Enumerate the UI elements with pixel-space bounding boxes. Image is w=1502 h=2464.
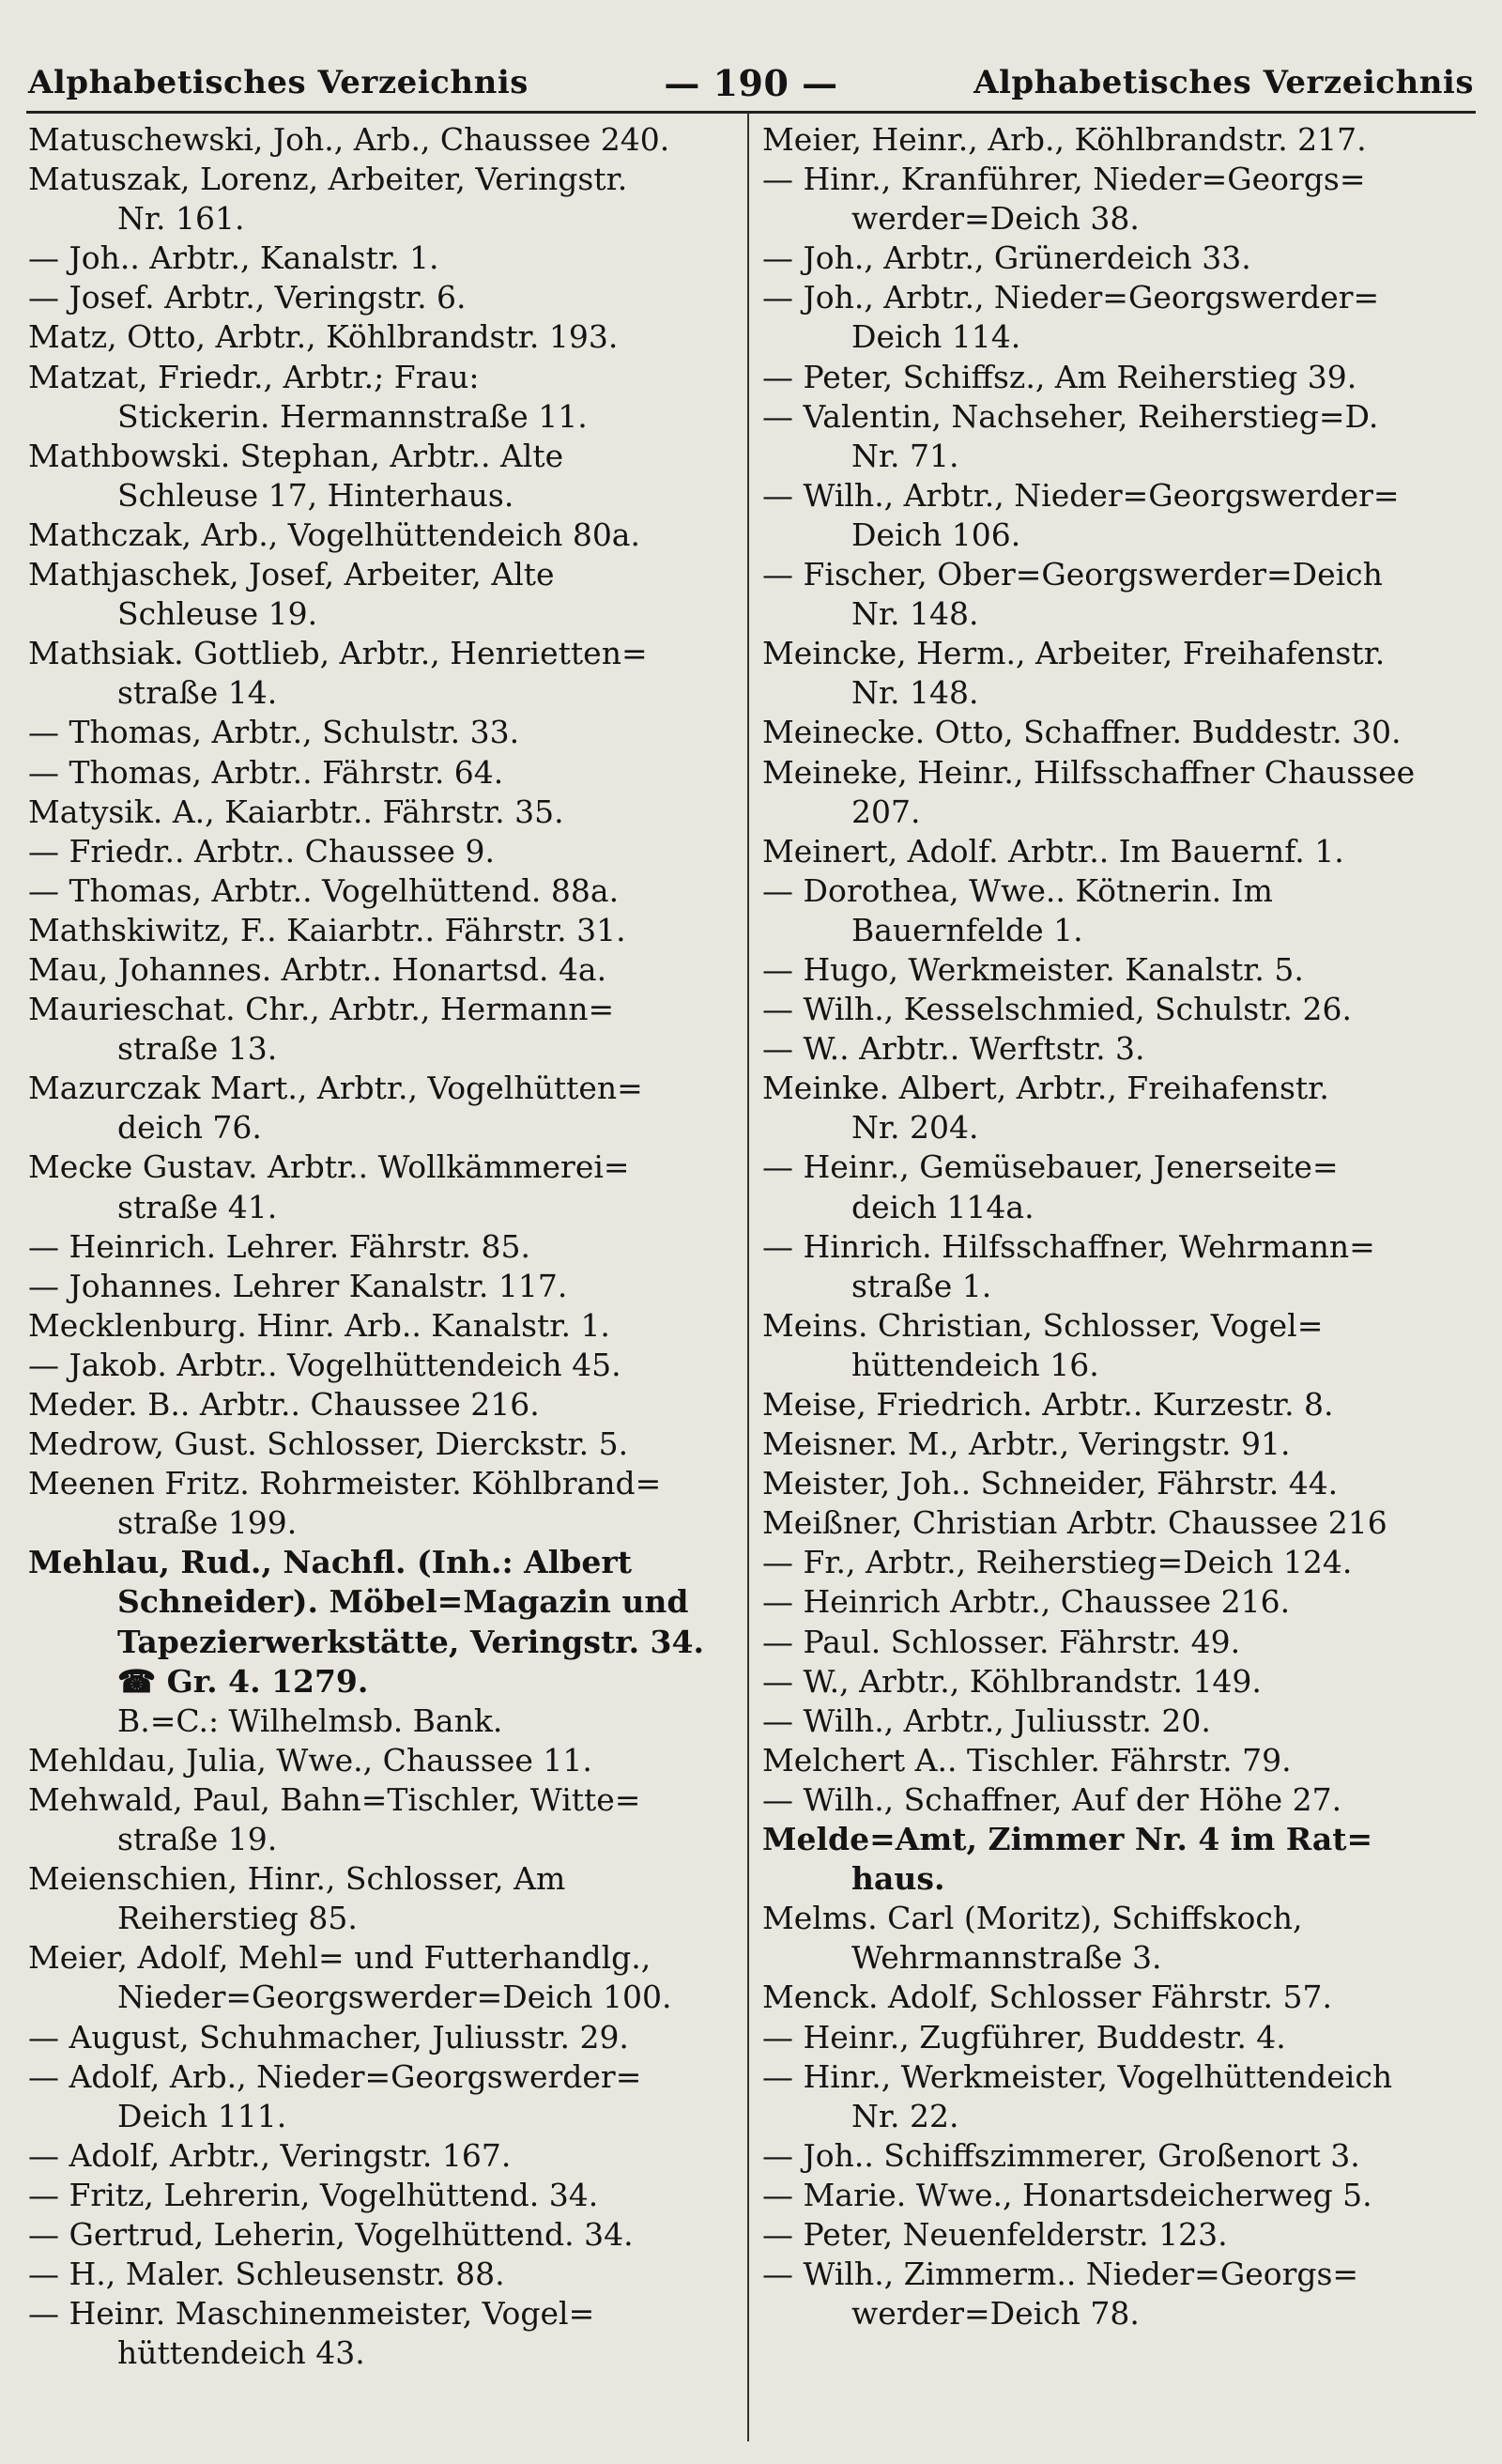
directory-entry — [762, 1662, 1476, 1702]
header-rule — [26, 111, 1476, 114]
directory-entry — [28, 2255, 734, 2294]
directory-entry — [762, 1227, 1476, 1306]
entry-line: Nr. 161. — [117, 200, 245, 238]
entry-line: B.=C.: Wilhelmsb. Bank. — [117, 1702, 503, 1739]
entry-line: — Adolf, Arbtr., Veringstr. 167. — [28, 2136, 512, 2174]
directory-entry — [28, 911, 734, 950]
directory-entry — [28, 2136, 734, 2176]
entry-line: — Paul. Schlosser. Fährstr. 49. — [762, 1623, 1241, 1660]
directory-entry — [762, 278, 1476, 357]
entry-line: — Wilh., Zimmerm.. Nieder=Georgs= — [762, 2256, 1359, 2293]
directory-entry — [28, 1424, 734, 1464]
entry-line: — Joh., Arbtr., Grünerdeich 33. — [762, 239, 1251, 277]
directory-entry — [762, 1623, 1476, 1662]
entry-line: Nr. 148. — [851, 595, 979, 633]
directory-entry — [28, 1543, 734, 1701]
directory-entry — [28, 1741, 734, 1780]
entry-line: Melms. Carl (Moritz), Schiffskoch, — [762, 1900, 1303, 1937]
directory-entry — [28, 1147, 734, 1226]
entry-line: Matuszak, Lorenz, Arbeiter, Veringstr. — [28, 161, 628, 198]
entry-line: 207. — [851, 793, 921, 830]
entry-line: Nieder=Georgswerder=Deich 100. — [117, 1979, 672, 2016]
page-header — [28, 54, 1474, 111]
entry-line: Medrow, Gust. Schlosser, Dierckstr. 5. — [28, 1425, 629, 1463]
directory-entry — [28, 2215, 734, 2255]
entry-line: Schleuse 19. — [117, 595, 318, 633]
entry-line: — Wilh., Schaffner, Auf der Höhe 27. — [762, 1780, 1342, 1818]
column-divider — [747, 113, 749, 2441]
entry-line: hüttendeich 43. — [117, 2334, 365, 2372]
directory-entry — [28, 317, 734, 357]
entry-line: Deich 111. — [117, 2097, 287, 2134]
entry-line: ☎ Gr. 4. 1279. — [117, 1662, 369, 1700]
directory-entry — [762, 1503, 1476, 1543]
directory-entry — [762, 2176, 1476, 2215]
entry-line: Nr. 22. — [851, 2097, 959, 2134]
entry-line: — Dorothea, Wwe.. Kötnerin. Im — [762, 871, 1273, 909]
entry-line: Mecklenburg. Hinr. Arb.. Kanalstr. 1. — [28, 1306, 610, 1344]
entry-line: — August, Schuhmacher, Juliusstr. 29. — [28, 2018, 629, 2056]
entry-line: straße 1. — [851, 1267, 992, 1304]
entry-line: — Wilh., Arbtr., Juliusstr. 20. — [762, 1702, 1211, 1739]
header-right-title: Alphabetisches Verzeichnis — [973, 64, 1474, 101]
entry-line: Meißner, Christian Arbtr. Chaussee 216 — [762, 1504, 1387, 1542]
directory-entry — [762, 1820, 1476, 1899]
entry-line: Meinecke. Otto, Schaffner. Buddestr. 30. — [762, 714, 1402, 751]
entry-line: Meincke, Herm., Arbeiter, Freihafenstr. — [762, 635, 1386, 672]
entry-line: Mathbowski. Stephan, Arbtr.. Alte — [28, 437, 564, 474]
entry-line: Matzat, Friedr., Arbtr.; Frau: — [28, 358, 480, 395]
directory-entry — [28, 278, 734, 317]
directory-entry — [28, 1938, 734, 2017]
header-left-title: Alphabetisches Verzeichnis — [28, 64, 529, 101]
entry-line: Mehlau, Rud., Nachfl. (Inh.: Albert — [28, 1544, 633, 1581]
directory-entry — [28, 358, 734, 437]
entry-line: Melde=Amt, Zimmer Nr. 4 im Rat= — [762, 1821, 1373, 1858]
entry-line: — H., Maler. Schleusenstr. 88. — [28, 2256, 505, 2293]
directory-entry — [28, 2057, 734, 2136]
entry-line: — Adolf, Arb., Nieder=Georgswerder= — [28, 2057, 642, 2095]
entry-line: Melchert A.. Tischler. Fährstr. 79. — [762, 1741, 1292, 1779]
entry-line: Meinke. Albert, Arbtr., Freihafenstr. — [762, 1070, 1329, 1107]
left-column — [28, 120, 734, 2440]
entry-line: — Fritz, Lehrerin, Vogelhüttend. 34. — [28, 2176, 599, 2213]
entry-line: — Fischer, Ober=Georgswerder=Deich — [762, 556, 1383, 593]
entry-line: Meinert, Adolf. Arbtr.. Im Bauernf. 1. — [762, 832, 1344, 870]
directory-entry — [762, 1069, 1476, 1147]
directory-entry — [28, 713, 734, 752]
entry-line: — Friedr.. Arbtr.. Chaussee 9. — [28, 832, 495, 870]
entry-line: Meineke, Heinr., Hilfsschaffner Chaussee — [762, 753, 1416, 791]
entry-line: straße 199. — [117, 1504, 298, 1542]
entry-line: Meenen Fritz. Rohrmeister. Köhlbrand= — [28, 1465, 662, 1502]
directory-entry — [28, 950, 734, 990]
entry-line: — Valentin, Nachseher, Reiherstieg=D. — [762, 397, 1379, 435]
directory-entry — [28, 1780, 734, 1859]
entry-line: — Gertrud, Leherin, Vogelhüttend. 34. — [28, 2215, 634, 2253]
entry-line: — Heinrich. Lehrer. Fährstr. 85. — [28, 1227, 530, 1265]
directory-entry — [762, 160, 1476, 239]
entry-line: Schneider). Möbel=Magazin und — [117, 1583, 689, 1621]
entry-line: — Johannes. Lehrer Kanalstr. 117. — [28, 1267, 568, 1304]
entry-line: — Wilh., Kesselschmied, Schulstr. 26. — [762, 991, 1353, 1028]
directory-entry — [762, 1424, 1476, 1464]
directory-entry — [28, 1464, 734, 1543]
directory-entry — [28, 1702, 734, 1741]
directory-entry — [28, 2018, 734, 2057]
entry-line: werder=Deich 78. — [851, 2295, 1140, 2333]
directory-entry — [28, 753, 734, 793]
entry-line: — Peter, Schiffsz., Am Reiherstieg 39. — [762, 358, 1357, 395]
entry-line: — Thomas, Arbtr.. Vogelhüttend. 88a. — [28, 871, 620, 909]
directory-entry — [28, 120, 734, 160]
directory-entry — [28, 793, 734, 832]
directory-entry — [762, 753, 1476, 832]
directory-entry — [28, 555, 734, 634]
entry-line: Bauernfelde 1. — [851, 911, 1083, 948]
entry-line: — Hinr., Kranführer, Nieder=Georgs= — [762, 161, 1366, 198]
entry-line: Matz, Otto, Arbtr., Köhlbrandstr. 193. — [28, 318, 619, 356]
directory-entry — [28, 1385, 734, 1424]
entry-line: Matuschewski, Joh., Arb., Chaussee 240. — [28, 121, 670, 158]
directory-entry — [762, 1385, 1476, 1424]
directory-entry — [762, 832, 1476, 871]
directory-entry — [762, 2215, 1476, 2255]
entry-line: haus. — [851, 1860, 945, 1898]
directory-entry — [762, 1543, 1476, 1582]
entry-line: Wehrmannstraße 3. — [851, 1939, 1162, 1977]
entry-line: Menck. Adolf, Schlosser Fährstr. 57. — [762, 1979, 1333, 2016]
entry-line: straße 19. — [117, 1821, 278, 1858]
directory-entry — [28, 871, 734, 911]
entry-line: Meder. B.. Arbtr.. Chaussee 216. — [28, 1386, 540, 1423]
entry-line: — Fr., Arbtr., Reiherstieg=Deich 124. — [762, 1544, 1353, 1581]
directory-entry — [762, 634, 1476, 713]
directory-entry — [762, 2136, 1476, 2176]
entry-line: Tapezierwerkstätte, Veringstr. 34. — [117, 1623, 704, 1660]
directory-entry — [762, 713, 1476, 752]
entry-line: Meister, Joh.. Schneider, Fährstr. 44. — [762, 1465, 1339, 1502]
entry-line: — Josef. Arbtr., Veringstr. 6. — [28, 279, 467, 316]
directory-entry — [28, 239, 734, 278]
entry-line: — W.. Arbtr.. Werftstr. 3. — [762, 1030, 1145, 1068]
directory-entry — [762, 239, 1476, 278]
entry-line: — Joh., Arbtr., Nieder=Georgswerder= — [762, 279, 1380, 316]
directory-entry — [762, 1978, 1476, 2017]
entry-line: — Thomas, Arbtr.. Fährstr. 64. — [28, 753, 504, 791]
entry-line: — Wilh., Arbtr., Nieder=Georgswerder= — [762, 476, 1400, 514]
entry-line: straße 41. — [117, 1188, 278, 1225]
directory-entry — [762, 1582, 1476, 1622]
entry-line: Nr. 148. — [851, 674, 979, 712]
directory-entry — [762, 2057, 1476, 2136]
page-number: — 190 — — [664, 61, 838, 104]
directory-entry — [762, 1147, 1476, 1226]
entry-line: — Heinrich Arbtr., Chaussee 216. — [762, 1583, 1291, 1621]
directory-entry — [762, 397, 1476, 476]
entry-line: — Joh.. Arbtr., Kanalstr. 1. — [28, 239, 439, 277]
entry-line: Meins. Christian, Schlosser, Vogel= — [762, 1306, 1324, 1344]
entry-line: Mathjaschek, Josef, Arbeiter, Alte — [28, 556, 555, 593]
entry-line: — Heinr., Zugführer, Buddestr. 4. — [762, 2018, 1286, 2056]
entry-line: — Thomas, Arbtr., Schulstr. 33. — [28, 714, 520, 751]
directory-entry — [28, 516, 734, 555]
entry-line: deich 114a. — [851, 1188, 1035, 1225]
entry-line: Mehwald, Paul, Bahn=Tischler, Witte= — [28, 1780, 641, 1818]
entry-line: — Marie. Wwe., Honartsdeicherweg 5. — [762, 2176, 1372, 2213]
entry-line: Meisner. M., Arbtr., Veringstr. 91. — [762, 1425, 1291, 1463]
entry-line: hüttendeich 16. — [851, 1346, 1099, 1383]
entry-line: straße 13. — [117, 1030, 278, 1068]
entry-line: — W., Arbtr., Köhlbrandstr. 149. — [762, 1662, 1262, 1700]
entry-line: Meier, Heinr., Arb., Köhlbrandstr. 217. — [762, 121, 1367, 158]
entry-line: Mathczak, Arb., Vogelhüttendeich 80a. — [28, 516, 640, 553]
directory-entry — [762, 1899, 1476, 1978]
entry-line: Deich 114. — [851, 318, 1021, 356]
directory-entry — [762, 871, 1476, 950]
directory-entry — [762, 358, 1476, 397]
directory-entry — [28, 1069, 734, 1147]
entry-line: — Joh.. Schiffszimmerer, Großenort 3. — [762, 2136, 1360, 2174]
right-column — [762, 120, 1476, 2440]
entry-line: Nr. 204. — [851, 1109, 979, 1147]
entry-line: — Hinr., Werkmeister, Vogelhüttendeich — [762, 2057, 1393, 2095]
directory-entry — [762, 476, 1476, 555]
directory-entry — [762, 1780, 1476, 1820]
directory-entry — [762, 950, 1476, 990]
directory-entry — [28, 1859, 734, 1938]
entry-line: — Hinrich. Hilfsschaffner, Wehrmann= — [762, 1227, 1375, 1265]
directory-entry — [762, 1741, 1476, 1780]
directory-entry — [762, 2018, 1476, 2057]
directory-entry — [28, 160, 734, 239]
directory-entry — [762, 2255, 1476, 2333]
entry-line: — Hugo, Werkmeister. Kanalstr. 5. — [762, 950, 1304, 988]
entry-line: Stickerin. Hermannstraße 11. — [117, 397, 588, 435]
entry-line: Mehldau, Julia, Wwe., Chaussee 11. — [28, 1741, 592, 1779]
directory-entry — [762, 1306, 1476, 1385]
entry-line: — Heinr., Gemüsebauer, Jenerseite= — [762, 1148, 1339, 1186]
entry-line: werder=Deich 38. — [851, 200, 1140, 238]
directory-entry — [762, 1029, 1476, 1069]
entry-line: Mathskiwitz, F.. Kaiarbtr.. Fährstr. 31. — [28, 911, 626, 948]
entry-line: Meise, Friedrich. Arbtr.. Kurzestr. 8. — [762, 1386, 1334, 1423]
entry-line: deich 76. — [117, 1109, 262, 1147]
entry-line: straße 14. — [117, 674, 278, 712]
directory-entry — [28, 437, 734, 516]
entry-line: Deich 106. — [851, 516, 1021, 553]
entry-line: Meier, Adolf, Mehl= und Futterhandlg., — [28, 1939, 651, 1977]
directory-entry — [28, 1346, 734, 1385]
entry-line: Matysik. A., Kaiarbtr.. Fährstr. 35. — [28, 793, 564, 830]
directory-entry — [762, 1464, 1476, 1503]
directory-entry — [28, 832, 734, 871]
directory-entry — [28, 1267, 734, 1306]
entry-line: Mau, Johannes. Arbtr.. Honartsd. 4a. — [28, 950, 607, 988]
directory-entry — [28, 2176, 734, 2215]
directory-entry — [762, 555, 1476, 634]
directory-entry — [28, 1227, 734, 1267]
directory-entry — [28, 1306, 734, 1346]
directory-entry — [28, 990, 734, 1069]
entry-line: Schleuse 17, Hinterhaus. — [117, 476, 514, 514]
entry-line: Mecke Gustav. Arbtr.. Wollkämmerei= — [28, 1148, 630, 1186]
directory-entry — [762, 990, 1476, 1029]
directory-entry — [762, 120, 1476, 160]
directory-entry — [762, 1702, 1476, 1741]
entry-line: Maurieschat. Chr., Arbtr., Hermann= — [28, 991, 615, 1028]
entry-line: Mathsiak. Gottlieb, Arbtr., Henrietten= — [28, 635, 648, 672]
directory-entry — [28, 634, 734, 713]
entry-line: Reiherstieg 85. — [117, 1900, 358, 1937]
entry-line: — Jakob. Arbtr.. Vogelhüttendeich 45. — [28, 1346, 621, 1383]
entry-line: — Heinr. Maschinenmeister, Vogel= — [28, 2295, 595, 2333]
entry-line: Meienschien, Hinr., Schlosser, Am — [28, 1860, 566, 1898]
directory-entry — [28, 2294, 734, 2373]
entry-line: Nr. 71. — [851, 437, 959, 474]
entry-line: — Peter, Neuenfelderstr. 123. — [762, 2215, 1228, 2253]
entry-line: Mazurczak Mart., Arbtr., Vogelhütten= — [28, 1070, 643, 1107]
